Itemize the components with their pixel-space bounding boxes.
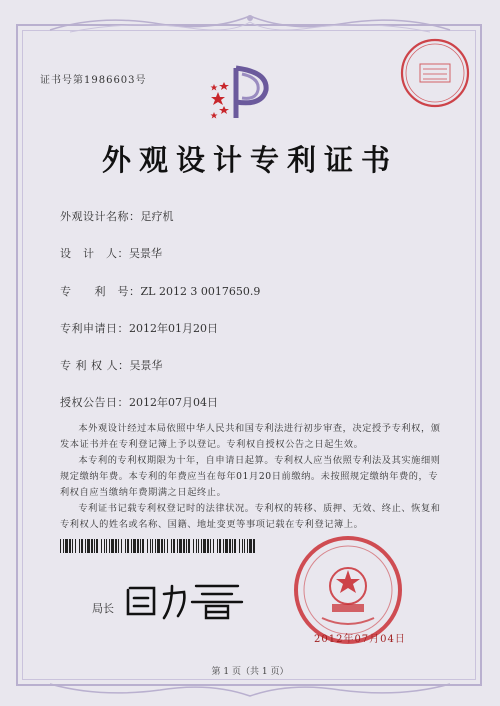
page-footer: 第 1 页（共 1 页） xyxy=(211,667,289,677)
field-label: 专 利 号： xyxy=(60,285,141,298)
field-application-date xyxy=(60,320,218,336)
field-value: 2012年07月04日 xyxy=(129,396,218,409)
body-paragraph: 专利证书记载专利权登记时的法律状况。专利权的转移、质押、无效、终止、恢复和专利权人的姓名或名称、国籍、地址变更等事项记载在专利登记簿上。 xyxy=(60,503,441,530)
top-ornament-decoration xyxy=(40,10,460,36)
field-label: 设 计 人： xyxy=(60,247,129,260)
field-value: 吴景华 xyxy=(129,359,163,372)
director-signature xyxy=(120,576,250,622)
field-value: 足疗机 xyxy=(140,210,174,223)
bottom-ornament-decoration xyxy=(40,680,460,702)
signoff-date: 2012年07月04日 xyxy=(314,634,406,645)
field-design-name xyxy=(60,208,174,224)
field-patent-number xyxy=(60,283,260,299)
field-label: 授权公告日： xyxy=(60,396,129,409)
field-label: 外观设计名称： xyxy=(60,210,141,223)
certificate-body-text xyxy=(60,421,444,533)
field-announcement-date xyxy=(60,394,218,410)
signer-title: 局长 xyxy=(92,602,114,615)
field-value: ZL 2012 3 0017650.9 xyxy=(140,285,261,298)
field-value: 吴景华 xyxy=(129,247,162,260)
field-designer xyxy=(60,245,162,261)
patent-office-emblem-icon xyxy=(206,62,276,124)
field-label: 专利申请日： xyxy=(60,322,129,335)
body-paragraph: 本专利的专利权期限为十年，自申请日起算。专利权人应当依照专利法及其实施细则规定缴纳年费。本专利的年费应当在每年01月20日前缴纳。未按照规定缴纳年费的，专利权自应当缴纳年费期满之日起终止。 xyxy=(60,455,441,498)
body-paragraph: 本外观设计经过本局依照中华人民共和国专利法进行初步审查，决定授予专利权，颁发本证书并在专利登记簿上予以登记。专利权自授权公告之日起生效。 xyxy=(60,423,441,450)
field-value: 2012年01月20日 xyxy=(129,322,218,335)
field-label: 专 利 权 人： xyxy=(60,359,130,372)
barcode xyxy=(60,539,256,553)
certificate-number: 证书号第1986603号 xyxy=(40,75,147,86)
agency-seal-stamp xyxy=(398,36,472,110)
field-patentee xyxy=(60,357,163,373)
certificate-title: 外观设计专利证书 xyxy=(101,143,398,177)
